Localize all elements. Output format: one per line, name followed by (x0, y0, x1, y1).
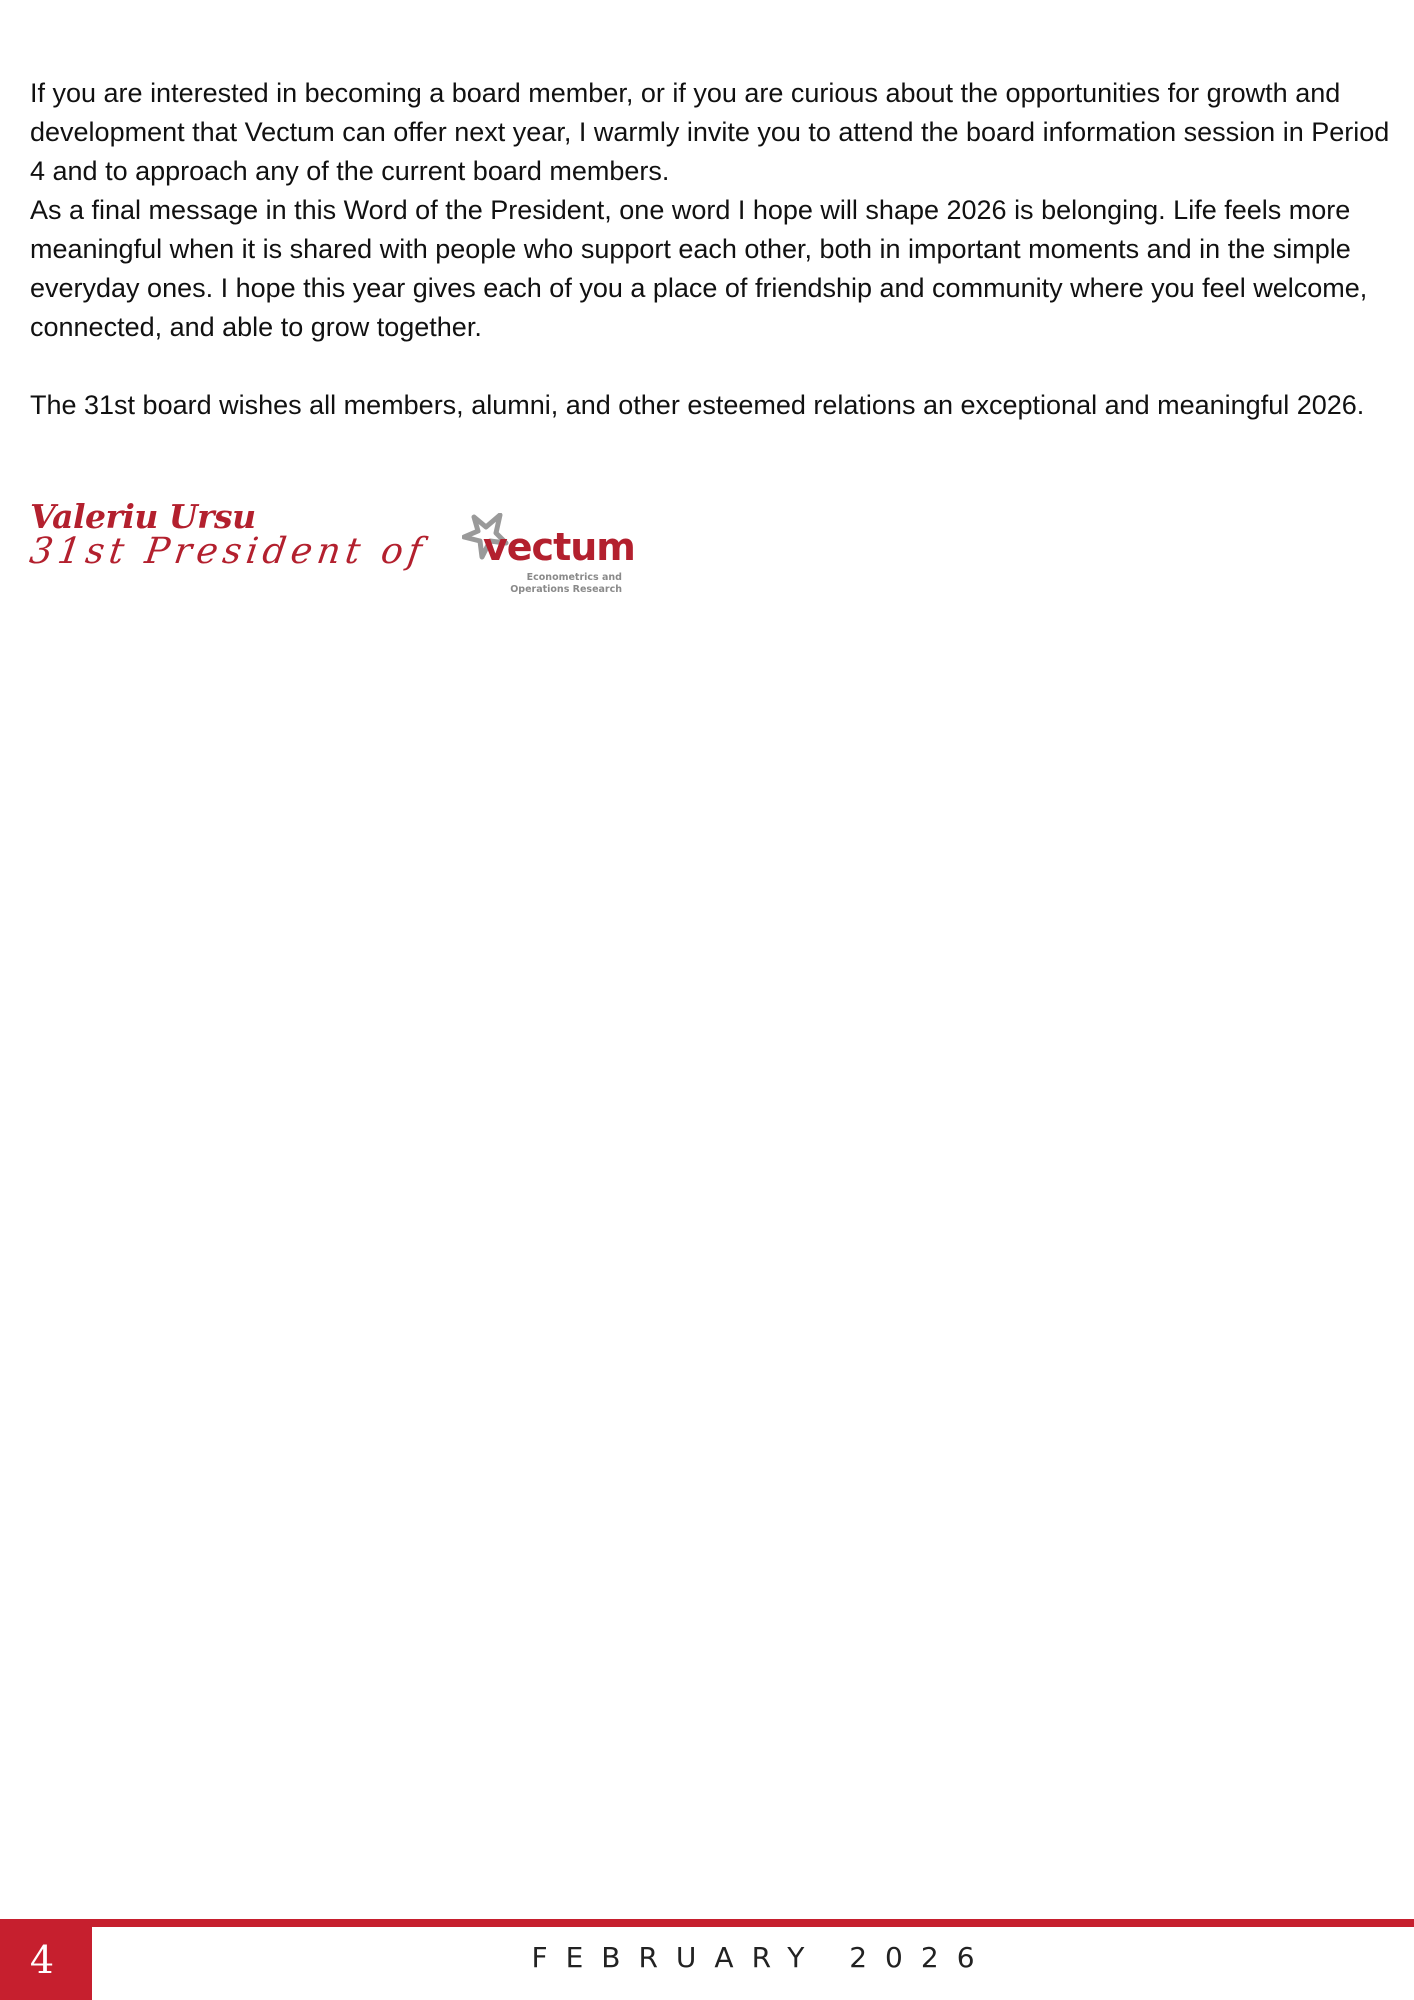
footer-rule (0, 1919, 1414, 1927)
paragraph-gap (30, 347, 1390, 386)
paragraph-board-wishes: The 31st board wishes all members, alumni, and other esteemed relations an exceptional and meaningful 2026. (30, 390, 1365, 420)
article-body (30, 74, 1390, 425)
paragraph-final-message: As a final message in this Word of the President, one word I hope will shape 2026 is belonging. Life feels more meaningful when it is shared with people who support each other, both in important moments and in the simple everyday ones. I hope this year gives each of you a place of friendship and community where you feel welcome, connected, and able to grow together. (30, 195, 1368, 342)
paragraph-board-invitation: If you are interested in becoming a board member, or if you are curious about the opportunities for growth and development that Vectum can offer next year, I warmly invite you to attend the board information session in Period 4 and to approach any of the current board members. (30, 78, 1390, 186)
signature-name: Valeriu Ursu (30, 497, 256, 536)
signature-block (27, 497, 730, 607)
vectum-logo (462, 513, 635, 603)
signature-title: 31st President of (27, 531, 430, 572)
footer-date: FEBRUARY 2026 (531, 1941, 993, 1974)
logo-wordmark: vectum (483, 525, 635, 569)
page-number: 4 (29, 1938, 55, 1982)
logo-subtitle: Econometrics and Operations Research (510, 572, 622, 595)
